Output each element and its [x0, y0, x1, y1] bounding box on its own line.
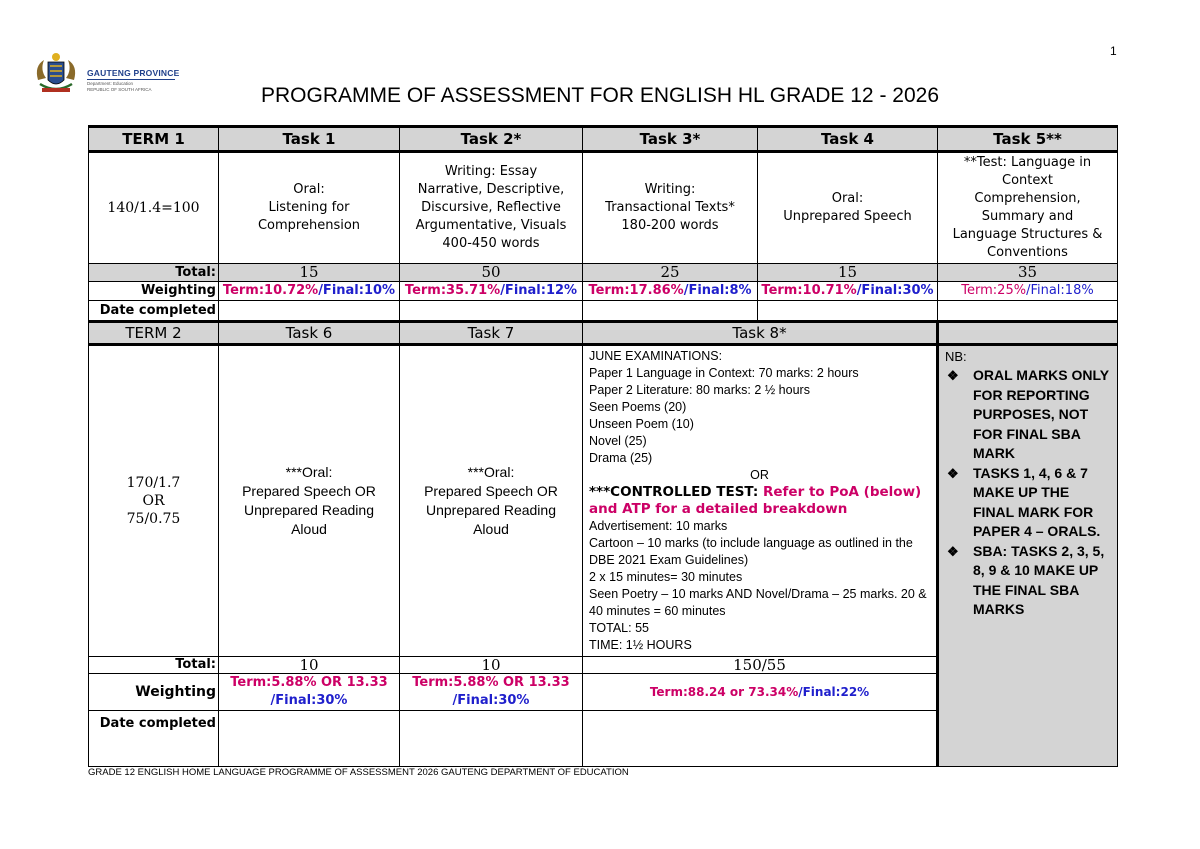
diamond-bullet-icon: ❖: [947, 368, 959, 383]
exam-line: Seen Poems (20): [589, 400, 687, 414]
task3-desc-line: Writing:: [644, 182, 696, 197]
task7-desc: [400, 345, 583, 657]
nb-item-text: SBA: TASKS 2, 3, 5, 8, 9 & 10 MAKE UP THE FINAL SBA MARKS: [973, 542, 1105, 617]
task2-desc-line: 400-450 words: [442, 236, 540, 251]
task5-desc: [938, 152, 1118, 264]
term2-desc-row: [89, 345, 1118, 657]
task6-weighting: [219, 674, 400, 711]
nb-notes: [938, 345, 1118, 767]
task5-desc-line: Language Structures &: [952, 227, 1103, 242]
nb-header-cell: [938, 322, 1118, 345]
final-weight: /Final:30%: [856, 283, 934, 298]
controlled-prefix: ***CONTROLLED TEST:: [589, 484, 763, 500]
diamond-bullet-icon: ❖: [947, 465, 959, 481]
controlled-highlight: Refer to PoA (below) and ATP for a detailed breakdown: [589, 484, 922, 517]
term1-weighting-label: Weighting: [89, 282, 219, 301]
term2-label: TERM 2: [89, 322, 219, 345]
term-weight: Term:10.72%: [222, 283, 319, 298]
term2-marks-line: 75/0.75: [126, 511, 181, 527]
term1-weighting-row: [89, 282, 1118, 301]
task4-weighting: [758, 282, 938, 301]
task2-desc: [400, 152, 583, 264]
task8-desc: [583, 345, 938, 657]
exam-line: Seen Poetry – 10 marks AND Novel/Drama – 25 marks. 20 & 40 minutes = 60 minutes: [589, 587, 927, 618]
date-cell[interactable]: [400, 301, 583, 322]
exam-line: Paper 2 Literature: 80 marks: 2 ½ hours: [589, 383, 810, 397]
task8-weighting: [583, 674, 938, 711]
task7-weighting: [400, 674, 583, 711]
exam-line: Advertisement: 10 marks: [589, 519, 728, 533]
term-weight: Term:10.71%: [761, 283, 857, 298]
term1-header-row: [89, 127, 1118, 152]
task2-header: Task 2*: [400, 127, 583, 152]
task6-header: Task 6: [219, 322, 400, 345]
final-weight: /Final:30%: [270, 693, 348, 708]
task7-desc-line: Prepared Speech OR: [424, 483, 558, 499]
task6-desc-line: ***Oral:: [285, 464, 333, 480]
task3-header: Task 3*: [583, 127, 758, 152]
task3-total: 25: [583, 264, 758, 282]
task5-desc-line: **Test: Language in: [963, 155, 1092, 170]
task2-desc-line: Narrative, Descriptive,: [417, 182, 565, 197]
task7-desc-line: Unprepared Reading: [426, 502, 556, 518]
term-weight: Term:5.88% OR 13.33: [230, 675, 388, 690]
term1-desc-row: [89, 152, 1118, 264]
term-weight: Term:17.86%: [588, 283, 684, 298]
logo-department: Department: Education: [87, 81, 134, 86]
task3-weighting: [583, 282, 758, 301]
logo-province-name: GAUTENG PROVINCE: [87, 68, 180, 78]
task2-total: 50: [400, 264, 583, 282]
task1-desc-line: Listening for: [268, 200, 350, 215]
exam-line: JUNE EXAMINATIONS:: [589, 349, 723, 363]
task8-total: 150/55: [583, 657, 938, 674]
task5-total: 35: [938, 264, 1118, 282]
task7-desc-line: Aloud: [473, 521, 509, 537]
task4-header: Task 4: [758, 127, 938, 152]
nb-item: [945, 464, 1111, 542]
task2-desc-line: Argumentative, Visuals: [415, 218, 567, 233]
exam-or: OR: [750, 468, 769, 482]
task5-desc-line: Context: [1002, 173, 1053, 188]
date-cell[interactable]: [219, 301, 400, 322]
task2-desc-line: Discursive, Reflective: [421, 200, 561, 215]
nb-item-text: ORAL MARKS ONLY FOR REPORTING PURPOSES, NOT FOR FINAL SBA MARK: [973, 367, 1109, 461]
date-cell[interactable]: [400, 711, 583, 767]
controlled-test: [589, 484, 930, 518]
task1-header: Task 1: [219, 127, 400, 152]
exam-line: Novel (25): [589, 434, 647, 448]
final-weight: /Final:18%: [1026, 283, 1094, 298]
term2-date-label: Date completed: [89, 711, 219, 767]
task7-header: Task 7: [400, 322, 583, 345]
task5-desc-line: Summary and: [981, 209, 1074, 224]
term2-weighting-label: Weighting: [89, 674, 219, 711]
exam-line: Unseen Poem (10): [589, 417, 694, 431]
task6-desc-line: Unprepared Reading: [244, 502, 374, 518]
task5-desc-line: Comprehension,: [974, 191, 1081, 206]
term1-date-row: [89, 301, 1118, 322]
term2-total-label: Total:: [89, 657, 219, 674]
task3-desc: [583, 152, 758, 264]
assessment-table: [88, 125, 1118, 767]
task6-desc-line: Aloud: [291, 521, 327, 537]
task4-total: 15: [758, 264, 938, 282]
exam-line: TOTAL: 55: [589, 621, 649, 635]
term1-total-row: [89, 264, 1118, 282]
term2-marks: [89, 345, 219, 657]
exam-line: Paper 1 Language in Context: 70 marks: 2 hours: [589, 366, 859, 380]
exam-line: 2 x 15 minutes= 30 minutes: [589, 570, 743, 584]
final-weight: /Final:30%: [452, 693, 530, 708]
term1-date-label: Date completed: [89, 301, 219, 322]
task1-desc-line: Oral:: [293, 182, 325, 197]
task1-total: 15: [219, 264, 400, 282]
date-cell[interactable]: [583, 301, 758, 322]
nb-item-text: TASKS 1, 4, 6 & 7 MAKE UP THE FINAL MARK FOR PAPER 4 – ORALS.: [973, 464, 1101, 539]
term-weight: Term:5.88% OR 13.33: [412, 675, 570, 690]
nb-item: [945, 366, 1111, 464]
task1-weighting: [219, 282, 400, 301]
date-cell[interactable]: [219, 711, 400, 767]
date-cell[interactable]: [938, 301, 1118, 322]
term-weight: Term:88.24 or 73.34%: [649, 685, 799, 699]
term1-marks: 140/1.4=100: [89, 152, 219, 264]
task8-header: Task 8*: [583, 322, 938, 345]
term-weight: Term:25%: [961, 283, 1027, 298]
task2-desc-line: Writing: Essay: [444, 164, 538, 179]
exam-line: TIME: 1½ HOURS: [589, 638, 692, 652]
term-weight: Term:35.71%: [404, 283, 501, 298]
task7-desc-line: ***Oral:: [467, 464, 515, 480]
logo-republic: REPUBLIC OF SOUTH AFRICA: [87, 87, 152, 92]
task4-desc-line: Unprepared Speech: [783, 209, 912, 224]
nb-title: NB:: [945, 349, 967, 364]
task6-total: 10: [219, 657, 400, 674]
task6-desc: [219, 345, 400, 657]
task7-total: 10: [400, 657, 583, 674]
task1-desc-line: Comprehension: [257, 218, 361, 233]
term2-marks-line: 170/1.7: [126, 475, 181, 491]
date-cell[interactable]: [583, 711, 938, 767]
task4-desc: [758, 152, 938, 264]
exam-line: Drama (25): [589, 451, 653, 465]
nb-item: [945, 542, 1111, 620]
date-cell[interactable]: [758, 301, 938, 322]
diamond-bullet-icon: ❖: [947, 543, 959, 559]
task5-desc-line: Conventions: [987, 245, 1068, 260]
term2-header-row: [89, 322, 1118, 345]
final-weight: /Final:8%: [683, 283, 752, 298]
task5-weighting: [938, 282, 1118, 301]
task1-desc: [219, 152, 400, 264]
task3-desc-line: 180-200 words: [621, 218, 719, 233]
task4-desc-line: Oral:: [831, 191, 864, 206]
exam-line: Cartoon – 10 marks (to include language as outlined in the DBE 2021 Exam Guidelines): [589, 536, 913, 567]
page-footer: GRADE 12 ENGLISH HOME LANGUAGE PROGRAMME OF ASSESSMENT 2026 GAUTENG DEPARTMENT OF EDUCATION: [88, 767, 629, 778]
task2-weighting: [400, 282, 583, 301]
term2-marks-line: OR: [142, 493, 165, 509]
page-title: PROGRAMME OF ASSESSMENT FOR ENGLISH HL GRADE 12 - 2026: [260, 84, 939, 107]
term1-label: TERM 1: [89, 127, 219, 152]
task5-header: Task 5**: [938, 127, 1118, 152]
term1-total-label: Total:: [89, 264, 219, 282]
final-weight: /Final:22%: [798, 685, 870, 699]
page-number: 1: [1110, 44, 1117, 58]
final-weight: /Final:10%: [318, 283, 396, 298]
task6-desc-line: Prepared Speech OR: [242, 483, 376, 499]
task3-desc-line: Transactional Texts*: [605, 200, 735, 215]
final-weight: /Final:12%: [500, 283, 578, 298]
